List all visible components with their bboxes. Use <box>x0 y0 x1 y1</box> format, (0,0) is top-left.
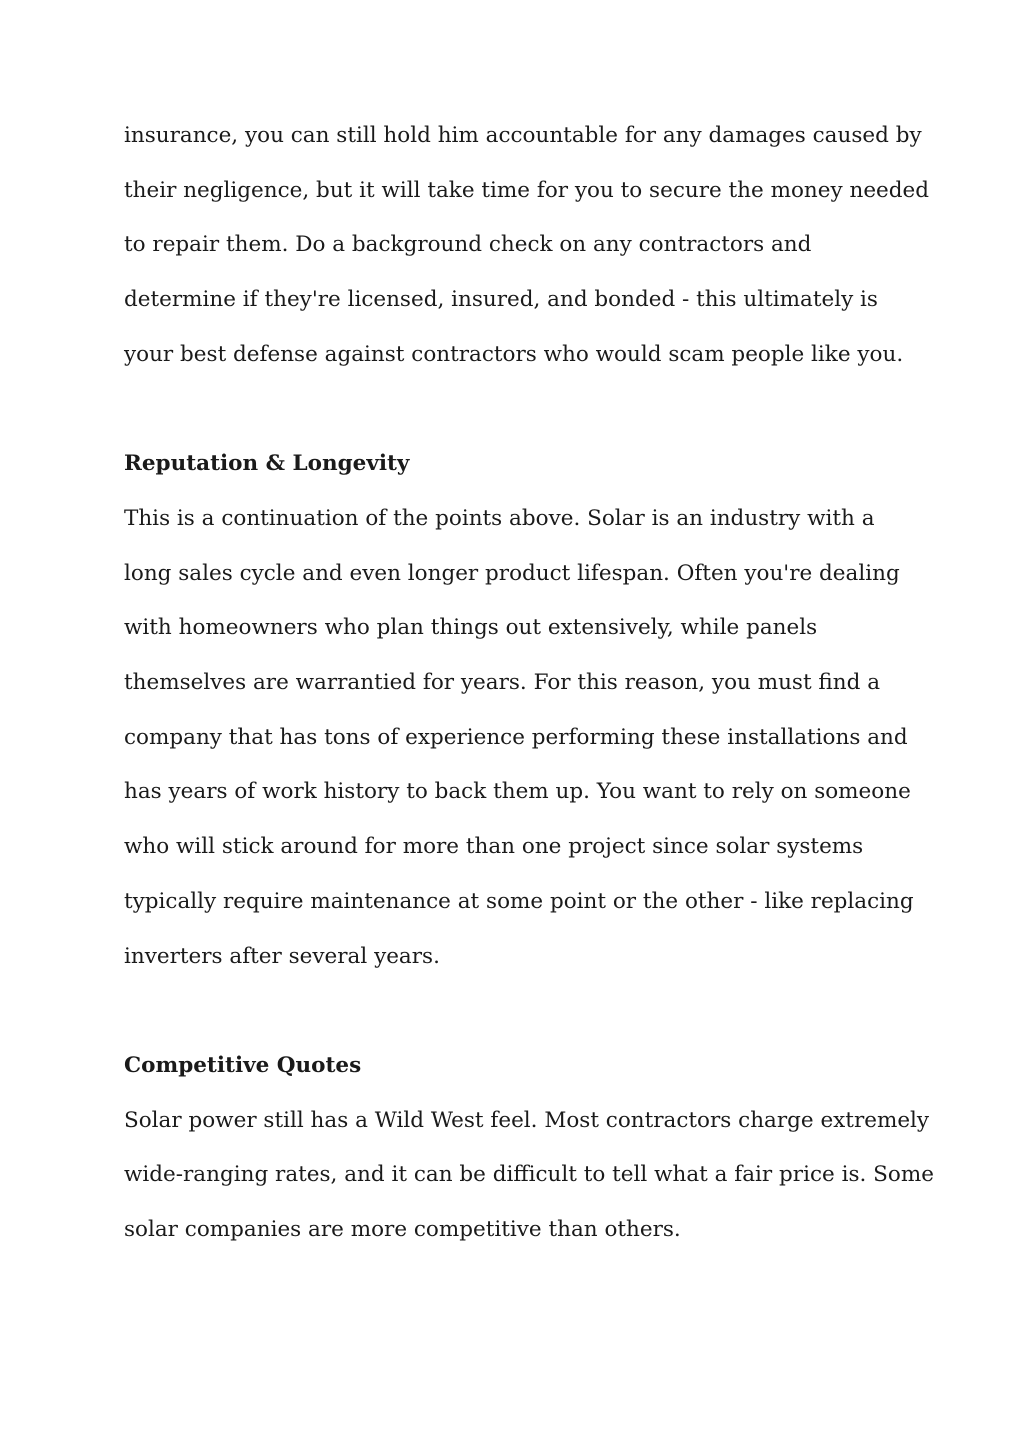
paragraph-spacer <box>124 383 914 438</box>
paragraph-line: who will stick around for more than one project since solar systems <box>124 834 864 860</box>
paragraph-line: insurance, you can still hold him accountable for any damages caused by <box>124 123 922 148</box>
section-reputation <box>124 437 914 984</box>
paragraph-line: Solar power still has a Wild West feel. Most contractors charge extremely <box>124 1107 930 1133</box>
paragraph-line: determine if they're licensed, insured, and bonded - this ultimately is <box>124 287 878 313</box>
intro-paragraph <box>124 109 930 383</box>
section-competitive-quotes <box>124 1039 934 1258</box>
section-heading: Reputation & Longevity <box>124 451 410 477</box>
paragraph-line: solar companies are more competitive than others. <box>124 1217 681 1243</box>
paragraph-line: inverters after several years. <box>124 943 440 969</box>
paragraph-line: This is a continuation of the points above. Solar is an industry with a <box>124 505 875 531</box>
paragraph-line: company that has tons of experience performing these installations and <box>124 724 908 750</box>
document-body <box>124 109 934 1258</box>
paragraph-line: has years of work history to back them up. You want to rely on someone <box>124 779 911 805</box>
paragraph-line: wide-ranging rates, and it can be difficult to tell what a fair price is. Some <box>124 1162 934 1188</box>
paragraph-line: their negligence, but it will take time for you to secure the money needed <box>124 177 930 203</box>
paragraph-line: themselves are warrantied for years. For this reason, you must find a <box>124 670 881 696</box>
paragraph-line: typically require maintenance at some point or the other - like replacing <box>124 888 914 914</box>
paragraph-line: long sales cycle and even longer product lifespan. Often you're dealing <box>124 560 900 586</box>
section-heading: Competitive Quotes <box>124 1052 362 1078</box>
paragraph-line: with homeowners who plan things out extensively, while panels <box>124 615 818 641</box>
paragraph-spacer <box>124 984 914 1039</box>
paragraph-line: to repair them. Do a background check on any contractors and <box>124 232 812 258</box>
paragraph-line: your best defense against contractors who would scam people like you. <box>124 341 904 367</box>
